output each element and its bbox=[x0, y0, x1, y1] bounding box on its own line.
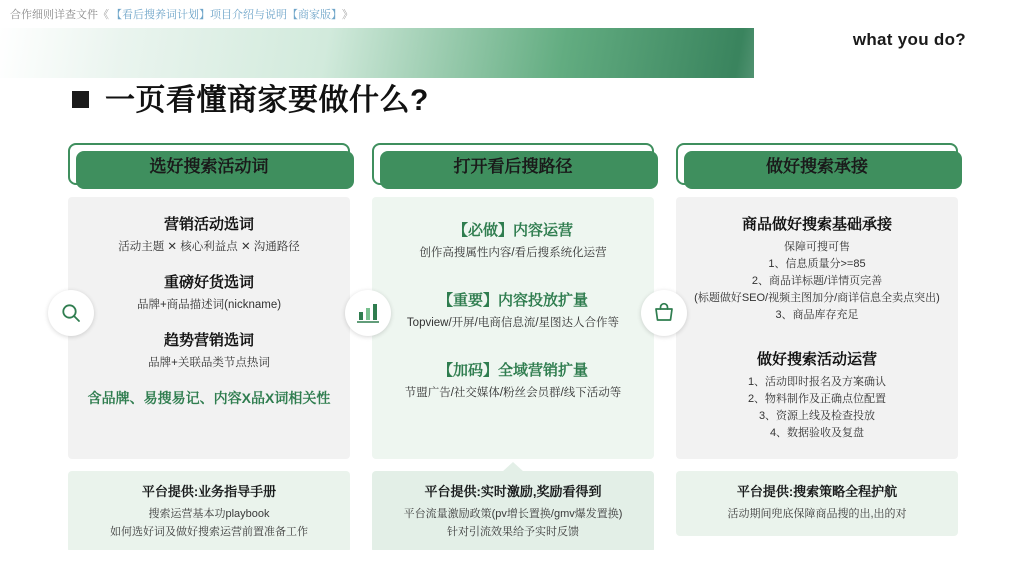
reference-prefix: 合作细则详查文件《 bbox=[10, 9, 109, 21]
reference-suffix: 》 bbox=[342, 9, 353, 21]
block bbox=[382, 289, 644, 333]
search-icon bbox=[48, 290, 94, 336]
block-line: 品牌+关联品类节点热词 bbox=[148, 356, 270, 369]
column-select-keywords bbox=[68, 143, 350, 553]
column-3-header: 做好搜索承接 bbox=[676, 143, 958, 185]
block-title: 【加码】全域营销扩量 bbox=[437, 361, 588, 379]
block bbox=[686, 213, 948, 324]
column-open-search-path bbox=[372, 143, 654, 553]
block-line: 4、数据验收及复盘 bbox=[769, 427, 865, 440]
block-title: 趋势营销选词 bbox=[163, 331, 254, 349]
block-line: 节盟广告/社交媒体/粉丝会员群/线下活动等 bbox=[404, 386, 622, 399]
footer-title-text: 搜索策略全程护航 bbox=[793, 484, 898, 499]
column-2-header: 打开看后搜路径 bbox=[372, 143, 654, 185]
block-line: 活动主题 ✕ 核心利益点 ✕ 沟通路径 bbox=[118, 241, 300, 253]
footer-title bbox=[380, 481, 646, 500]
document-reference-bar bbox=[0, 0, 1024, 28]
page-title bbox=[72, 75, 429, 119]
column-2-body bbox=[372, 197, 654, 459]
footer-title bbox=[684, 481, 950, 500]
block-title: 【重要】内容投放扩量 bbox=[437, 291, 588, 309]
footer-label: 平台提供: bbox=[736, 484, 794, 499]
block-line: (标题做好SEO/视频主图加分/商详信息全卖点突出) bbox=[694, 292, 940, 305]
column-2-footer bbox=[372, 471, 654, 553]
footer-arrow-icon bbox=[502, 462, 524, 472]
column-1-body bbox=[68, 197, 350, 459]
bar-chart-icon bbox=[345, 290, 391, 336]
footer-label: 平台提供: bbox=[141, 484, 199, 499]
block-line: Topview/开屏/电商信息流/星图达人合作等 bbox=[406, 316, 620, 329]
block-line: 品牌+商品描述词(nickname) bbox=[136, 298, 282, 311]
footer-line: 活动期间兜底保障商品搜的出,出的对 bbox=[727, 508, 907, 520]
block bbox=[78, 213, 340, 257]
columns-container bbox=[68, 143, 958, 553]
block-title: 营销活动选词 bbox=[163, 216, 254, 233]
column-1-header: 选好搜索活动词 bbox=[68, 143, 350, 185]
block-title: 【必做】内容运营 bbox=[452, 222, 573, 239]
column-3-footer bbox=[676, 471, 958, 536]
block bbox=[78, 271, 340, 315]
footer-label: 平台提供: bbox=[424, 484, 481, 499]
block bbox=[382, 219, 644, 263]
shopping-bag-icon bbox=[641, 290, 687, 336]
footer-title-text: 实时激励,奖励看得到 bbox=[480, 484, 602, 499]
block bbox=[78, 329, 340, 373]
column-3-body bbox=[676, 197, 958, 459]
block-title: 重磅好货选词 bbox=[163, 273, 254, 291]
bottom-margin bbox=[0, 550, 1024, 576]
block-line: 保障可搜可售 bbox=[784, 241, 850, 253]
page-title-text: 一页看懂商家要做什么? bbox=[105, 84, 429, 117]
reference-link[interactable]: 【看后搜养词计划】项目介绍与说明【商家版】 bbox=[111, 9, 342, 21]
block-line: 2、物料制作及正确点位配置 bbox=[747, 393, 887, 406]
footer-line: 平台流量激励政策(pv增长置换/gmv爆发置换) bbox=[403, 508, 623, 520]
title-bullet-icon bbox=[72, 91, 89, 108]
footer-line: 搜索运营基本功playbook bbox=[148, 508, 270, 520]
column-1-highlight: 含品牌、易搜易记、内容X品X词相关性 bbox=[87, 390, 331, 407]
block bbox=[686, 348, 948, 442]
footer-title-text: 业务指导手册 bbox=[198, 484, 277, 499]
block-line: 创作高搜属性内容/看后搜系统化运营 bbox=[419, 247, 607, 259]
column-search-fulfillment bbox=[676, 143, 958, 553]
block-line: 1、活动即时报名及方案确认 bbox=[747, 376, 887, 389]
footer-line: 如何选好词及做好搜索运营前置准备工作 bbox=[110, 525, 308, 538]
column-1-footer bbox=[68, 471, 350, 553]
block-title: 做好搜索活动运营 bbox=[756, 351, 877, 369]
block-title: 商品做好搜索基础承接 bbox=[741, 216, 892, 233]
block-line: 3、资源上线及检查投放 bbox=[758, 410, 876, 423]
footer-title bbox=[76, 481, 342, 500]
block-line: 1、信息质量分>=85 bbox=[768, 258, 866, 271]
banner-tagline: what you do? bbox=[852, 30, 966, 49]
block-line: 2、商品详标题/详情页完善 bbox=[751, 275, 883, 288]
block bbox=[382, 359, 644, 403]
block-line: 3、商品库存充足 bbox=[775, 309, 859, 322]
footer-line: 针对引流效果给予实时反馈 bbox=[447, 525, 579, 538]
